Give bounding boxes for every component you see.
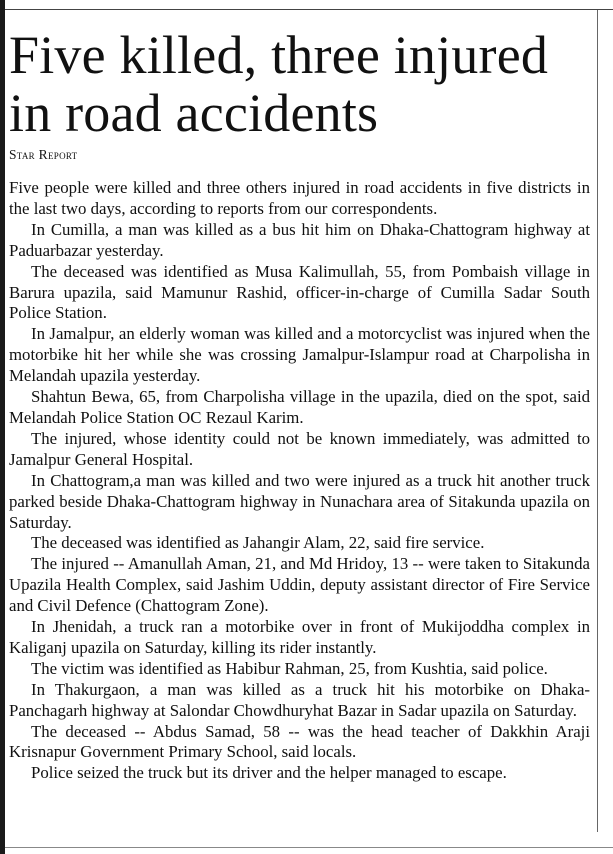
- top-rule: [5, 9, 613, 10]
- paragraph-6: The injured, whose identity could not be known immediately, was admitted to Jamalpur General Hospital.: [9, 428, 590, 469]
- news-article: [9, 26, 590, 784]
- paragraph-3: The deceased was identified as Musa Kalimullah, 55, from Pombaish village in Barura upazila, said Mamunur Rashid, officer-in-charge of Cumilla Sadar South Police Station.: [9, 261, 590, 323]
- article-body: [9, 178, 590, 784]
- paragraph-13: The deceased -- Abdus Samad, 58 -- was the head teacher of Dakkhin Araji Krisnapur Government Primary School, said locals.: [9, 721, 590, 762]
- paragraph-14: Police seized the truck but its driver and the helper managed to escape.: [31, 763, 507, 783]
- paragraph-7: In Chattogram,a man was killed and two were injured as a truck hit another truck parked beside Dhaka-Chattogram highway in Nunachara area of Sitakunda upazila on Saturday.: [9, 470, 590, 532]
- paragraph-1: Five people were killed and three others injured in road accidents in five districts in the last two days, according to reports from our correspondents.: [9, 178, 590, 218]
- paragraph-10: In Jhenidah, a truck ran a motorbike over in front of Mukijoddha complex in Kaliganj upazila on Saturday, killing its rider instantly.: [9, 617, 590, 657]
- page-edge-shadow: [0, 0, 5, 854]
- article-byline: Star Report: [9, 147, 78, 162]
- column-divider: [597, 10, 598, 832]
- paragraph-12: In Thakurgaon, a man was killed as a truck hit his motorbike on Dhaka-Panchagarh highway at Salondar Chowdhuryhat Bazar in Sadar upazila on Saturday.: [9, 679, 590, 720]
- article-headline: Five killed, three injured in road accidents: [9, 25, 549, 143]
- paragraph-2: In Cumilla, a man was killed as a bus hit him on Dhaka-Chattogram highway at Paduarbazar yesterday.: [9, 219, 590, 260]
- paragraph-4: In Jamalpur, an elderly woman was killed and a motorcyclist was injured when the motorbike hit her while she was crossing Jamalpur-Islampur road at Charpolisha in Melandah upazila yesterday.: [9, 324, 590, 386]
- paragraph-9: The injured -- Amanullah Aman, 21, and Md Hridoy, 13 -- were taken to Sitakunda Upazila Health Complex, said Jashim Uddin, deputy assistant director of Fire Service and Civil Defence (Chattogram Zone).: [9, 554, 590, 616]
- paragraph-5: Shahtun Bewa, 65, from Charpolisha village in the upazila, died on the spot, said Melandah Police Station OC Rezaul Karim.: [9, 387, 590, 427]
- paragraph-11: The victim was identified as Habibur Rahman, 25, from Kushtia, said police.: [31, 658, 548, 678]
- bottom-rule: [5, 847, 613, 848]
- paragraph-8: The deceased was identified as Jahangir Alam, 22, said fire service.: [31, 533, 485, 553]
